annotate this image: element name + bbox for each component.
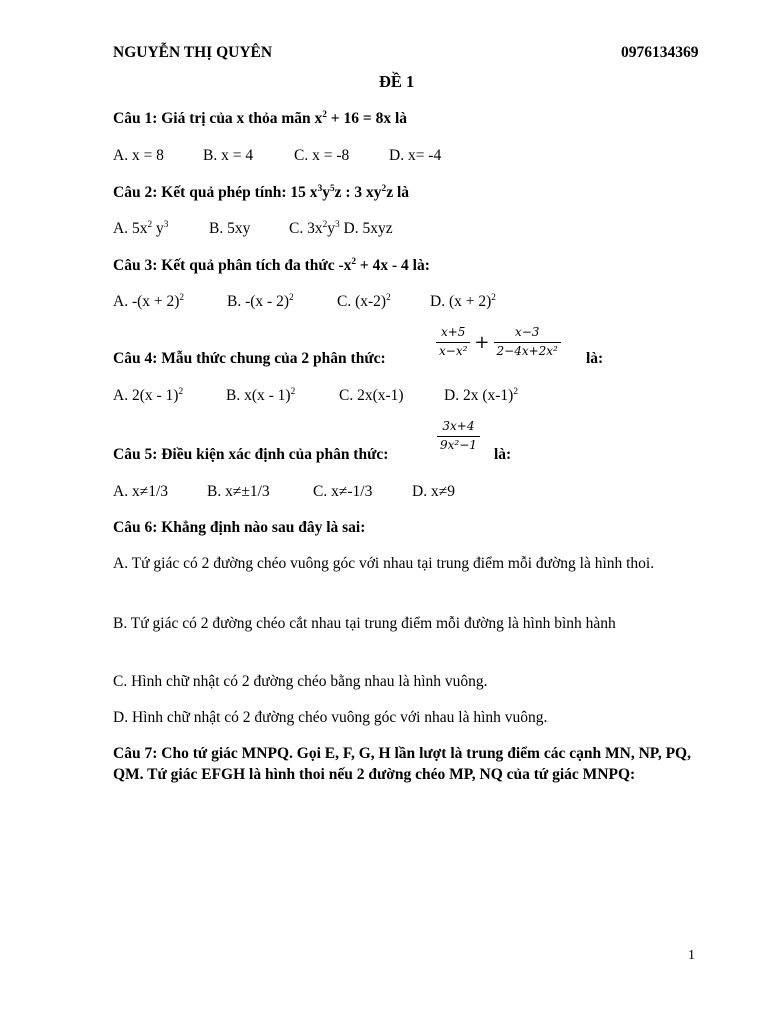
q4-option-a-exp: 2 xyxy=(178,386,184,397)
q6-option-c: C. Hình chữ nhật có 2 đường chéo bằng nhau là hình vuông. xyxy=(113,673,488,690)
question-1 xyxy=(113,110,407,128)
q2-exp-1: 3 xyxy=(317,183,323,194)
q5-fraction-denominator: 9x²−1 xyxy=(437,436,480,453)
q5-option-d: D. x≠9 xyxy=(412,483,455,500)
q2-option-a xyxy=(113,220,168,238)
q3-option-a-text: A. -(x + 2) xyxy=(113,293,180,310)
q5-fraction xyxy=(437,420,480,453)
q2-text-1: Câu 2: Kết quả phép tính: 15 x xyxy=(113,184,318,201)
q2-option-d: D. 5xyz xyxy=(339,220,393,237)
question-4: Câu 4: Mẫu thức chung của 2 phân thức: xyxy=(113,350,386,367)
q3-option-c xyxy=(337,293,391,311)
q1-option-a: A. x = 8 xyxy=(113,147,164,164)
question-6: Câu 6: Khẳng định nào sau đây là sai: xyxy=(113,519,366,536)
q2-text-3: z : 3 xy xyxy=(334,184,382,201)
question-1-text: Câu 1: Giá trị của x thỏa mãn x xyxy=(113,110,323,127)
q5-fraction-expression xyxy=(437,420,480,453)
q2-option-c-text-2: y xyxy=(327,220,335,237)
q4-option-a-text: A. 2(x - 1) xyxy=(113,387,179,404)
q1-option-b: B. x = 4 xyxy=(203,147,254,164)
q6-option-d: D. Hình chữ nhật có 2 đường chéo vuông góc với nhau là hình vuông. xyxy=(113,709,548,726)
q3-option-d-text: D. (x + 2) xyxy=(430,293,492,310)
q3-text-end: + 4x - 4 là: xyxy=(356,257,430,274)
q3-exp: 2 xyxy=(351,256,357,267)
q2-option-c-d xyxy=(289,220,393,238)
q2-text-2: y xyxy=(322,184,330,201)
q6-option-a: A. Tứ giác có 2 đường chéo vuông góc với nhau tại trung điểm mỗi đường là hình thoi. xyxy=(113,555,655,572)
q4-option-d-text: D. 2x (x-1) xyxy=(444,387,514,404)
q1-option-d: D. x= -4 xyxy=(389,147,442,164)
q3-option-a xyxy=(113,293,184,311)
q2-option-a-text: A. 5x xyxy=(113,220,148,237)
q3-option-b xyxy=(227,293,294,311)
q4-option-d xyxy=(444,387,518,405)
q2-exp-2: 5 xyxy=(329,183,335,194)
q3-option-c-exp: 2 xyxy=(386,292,391,303)
question-1-text-end: + 16 = 8x là xyxy=(326,110,408,127)
q2-option-b: B. 5xy xyxy=(209,220,251,237)
q4-option-b xyxy=(226,387,295,405)
q4-plus-sign: + xyxy=(474,331,490,353)
q2-exp-3: 2 xyxy=(381,183,387,194)
q2-option-a-text-2: y xyxy=(152,220,164,237)
q4-option-d-exp: 2 xyxy=(513,386,518,397)
q2-option-c-exp-1: 2 xyxy=(322,219,328,230)
q4-option-c xyxy=(339,387,404,405)
phone-number: 0976134369 xyxy=(621,44,699,61)
q2-option-c-text: C. 3x xyxy=(289,220,323,237)
q3-option-b-exp: 2 xyxy=(289,292,294,303)
q3-option-c-text: C. (x-2) xyxy=(337,293,387,310)
q5-fraction-numerator: 3x+4 xyxy=(442,419,475,433)
q4-fraction-expression xyxy=(436,326,561,359)
exam-title: ĐỀ 1 xyxy=(379,72,415,91)
q5-option-a: A. x≠1/3 xyxy=(113,483,169,500)
q4-option-a xyxy=(113,387,183,405)
question-7: Câu 7: Cho tứ giác MNPQ. Gọi E, F, G, H lần lượt là trung điểm các cạnh MN, NP, PQ, QM. Tứ giác EFGH là hình thoi nếu 2 đường chéo MP, NQ của tứ giác MNPQ: xyxy=(113,745,691,783)
question-3 xyxy=(113,257,430,275)
q5-option-b: B. x≠±1/3 xyxy=(207,483,270,500)
q2-text-4: z là xyxy=(386,184,410,201)
q4-fraction-1-numerator: x+5 xyxy=(440,325,466,339)
q2-option-a-exp-2: 3 xyxy=(163,219,169,230)
q3-text: Câu 3: Kết quả phân tích đa thức -x xyxy=(113,257,352,274)
q3-option-d xyxy=(430,293,496,311)
q5-tail: là: xyxy=(494,446,512,463)
q3-option-d-exp: 2 xyxy=(491,292,496,303)
q4-fraction-1-denominator: x−x² xyxy=(436,342,470,359)
q3-option-b-text: B. -(x - 2) xyxy=(227,293,289,310)
q5-option-c: C. x≠-1/3 xyxy=(313,483,373,500)
q4-option-b-text: B. x(x - 1) xyxy=(226,387,291,404)
page-number: 1 xyxy=(688,948,695,963)
q4-tail: là: xyxy=(586,350,604,367)
q4-fraction-2-numerator: x−3 xyxy=(514,325,540,339)
q6-option-b: B. Tứ giác có 2 đường chéo cắt nhau tại trung điểm mỗi đường là hình bình hành xyxy=(113,615,616,632)
q2-option-c-exp-2: 3 xyxy=(335,219,340,230)
q1-option-c: C. x = -8 xyxy=(294,147,350,164)
q4-option-b-exp: 2 xyxy=(290,386,296,397)
q4-fraction-2 xyxy=(494,326,561,359)
q2-option-a-exp-1: 2 xyxy=(147,219,153,230)
question-2 xyxy=(113,184,409,202)
question-1-exponent: 2 xyxy=(322,109,327,120)
q4-option-c-text: C. 2x(x-1) xyxy=(339,387,404,404)
q4-fraction-1 xyxy=(436,326,470,359)
q3-option-a-exp: 2 xyxy=(179,292,185,303)
author-name: NGUYỄN THỊ QUYÊN xyxy=(113,44,273,61)
q4-fraction-2-denominator: 2−4x+2x² xyxy=(494,342,561,359)
question-5: Câu 5: Điều kiện xác định của phân thức: xyxy=(113,446,389,463)
